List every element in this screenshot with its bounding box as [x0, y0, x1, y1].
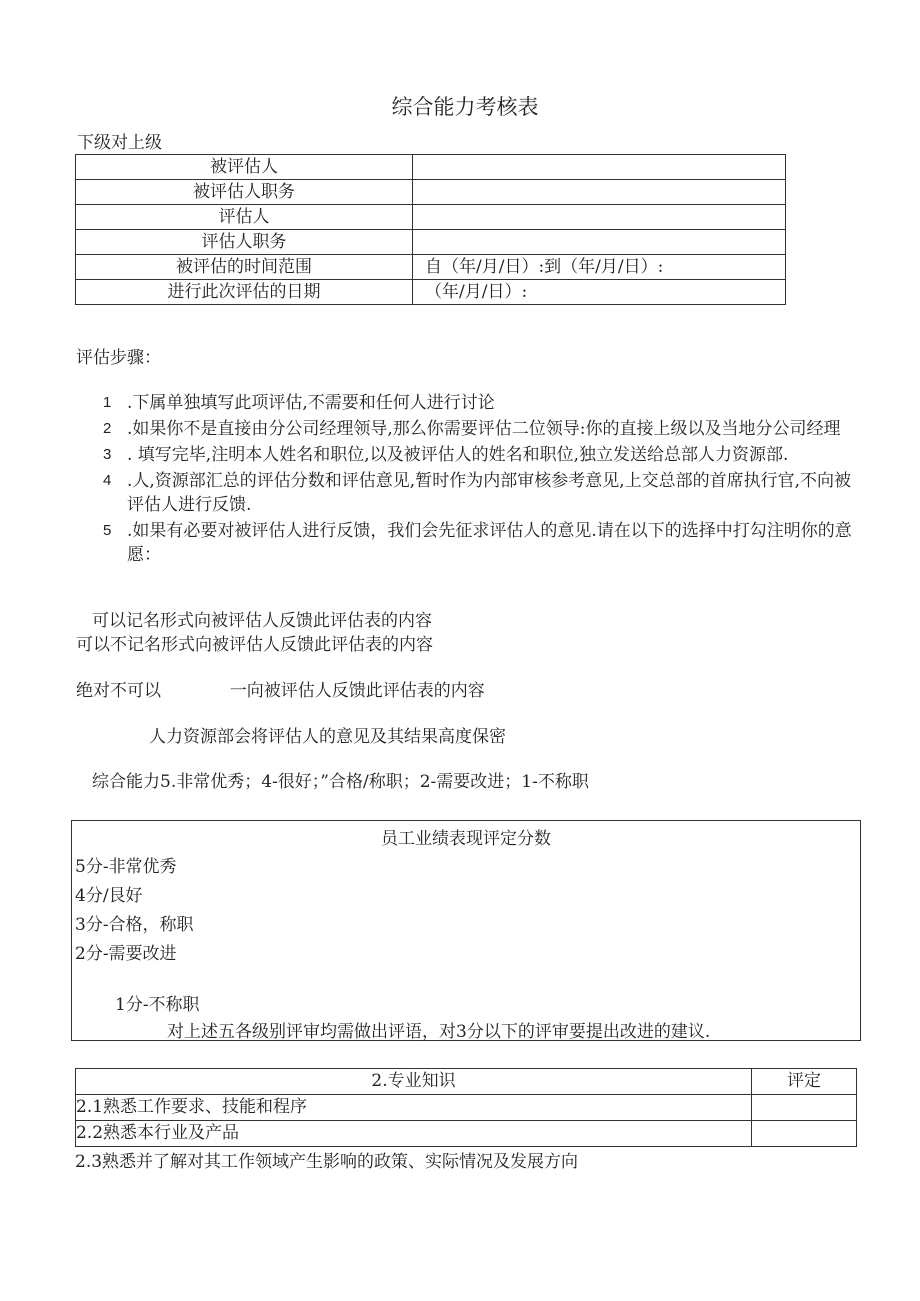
feedback-option-named[interactable]: 可以记名形式向被评估人反馈此评估表的内容	[92, 611, 432, 631]
info-value-field[interactable]	[413, 155, 786, 180]
form-subtitle: 下级对上级	[77, 133, 162, 153]
feedback-option-anonymous[interactable]: 可以不记名形式向被评估人反馈此评估表的内容	[76, 635, 433, 655]
option-none-right: 一向被评估人反馈此评估表的内容	[229, 681, 485, 701]
feedback-option-none[interactable]	[76, 680, 485, 702]
score-item: 3分-合格，称职	[75, 915, 194, 935]
score-item: 1分-不称职	[115, 995, 200, 1015]
score-item: 5分-非常优秀	[75, 857, 177, 877]
steps-list	[103, 391, 863, 569]
info-value-field[interactable]: 自（年/月/日）:到（年/月/日）:	[413, 255, 786, 280]
option-none-left: 绝对不可以	[76, 681, 161, 701]
info-row	[76, 205, 786, 230]
knowledge-heading: 2.专业知识	[76, 1069, 752, 1095]
step-number: 1	[103, 394, 112, 411]
step-text: .人,资源部汇总的评估分数和评估意见,暂时作为内部审核参考意见,上交总部的首席执行官,不向被评估人进行反馈.	[127, 471, 852, 515]
score-definition-box	[71, 820, 861, 1041]
step-number: 5	[103, 522, 112, 539]
rating-header: 评定	[752, 1069, 857, 1095]
info-row	[76, 230, 786, 255]
info-value-field[interactable]	[413, 205, 786, 230]
info-label: 被评估人职务	[76, 180, 413, 205]
list-item	[103, 391, 863, 415]
info-row	[76, 280, 786, 305]
step-text: .下属单独填写此项评估,不需要和任何人进行讨论	[127, 393, 495, 413]
info-value-field[interactable]	[413, 180, 786, 205]
info-label: 被评估的时间范围	[76, 255, 413, 280]
knowledge-item: 2.2熟悉本行业及产品	[76, 1121, 752, 1147]
knowledge-item-trailing: 2.3熟悉并了解对其工作领域产生影响的政策、实际情况及发展方向	[75, 1152, 579, 1172]
page-title: 综合能力考核表	[391, 95, 539, 119]
info-label: 评估人职务	[76, 230, 413, 255]
table-row	[76, 1069, 857, 1095]
rating-cell[interactable]	[752, 1095, 857, 1121]
score-item: 4分/艮好	[75, 886, 143, 906]
score-box-note: 对上述五各级别评审均需做出评语，对3分以下的评审要提出改进的建议.	[167, 1022, 711, 1042]
table-row	[76, 1121, 857, 1147]
step-text: .如果你不是直接由分公司经理领导,那么你需要评估二位领导:你的直接上级以及当地分公司经理	[127, 419, 841, 439]
info-label: 进行此次评估的日期	[76, 280, 413, 305]
step-number: 3	[103, 446, 112, 463]
rating-scale: 综合能力5.非常优秀；4-很好；”合格/称职；2-需要改进；1-不称职	[92, 772, 589, 792]
step-text: .如果有必要对被评估人进行反馈，我们会先征求评估人的意见.请在以下的选择中打勾注明你的意愿：	[127, 521, 852, 565]
table-row	[76, 1095, 857, 1121]
info-value-field[interactable]	[413, 230, 786, 255]
info-label: 被评估人	[76, 155, 413, 180]
info-row	[76, 155, 786, 180]
knowledge-item: 2.1熟悉工作要求、技能和程序	[76, 1095, 752, 1121]
info-value-field[interactable]: （年/月/日）:	[413, 280, 786, 305]
confidential-note: 人力资源部会将评估人的意见及其结果高度保密	[149, 727, 506, 747]
score-item: 2分-需要改进	[75, 944, 177, 964]
steps-heading: 评估步骤：	[76, 348, 161, 368]
step-number: 2	[103, 420, 112, 437]
list-item	[103, 469, 863, 517]
rating-cell[interactable]	[752, 1121, 857, 1147]
info-label: 评估人	[76, 205, 413, 230]
step-number: 4	[103, 472, 112, 489]
list-item	[103, 519, 863, 567]
info-row	[76, 180, 786, 205]
step-text: . 填写完毕,注明本人姓名和职位,以及被评估人的姓名和职位,独立发送给总部人力资源部.	[127, 445, 789, 465]
info-row	[76, 255, 786, 280]
evaluation-info-table	[75, 154, 786, 305]
list-item	[103, 443, 863, 467]
list-item	[103, 417, 863, 441]
score-box-heading: 员工业绩表现评定分数	[381, 829, 551, 849]
professional-knowledge-table	[75, 1068, 857, 1147]
